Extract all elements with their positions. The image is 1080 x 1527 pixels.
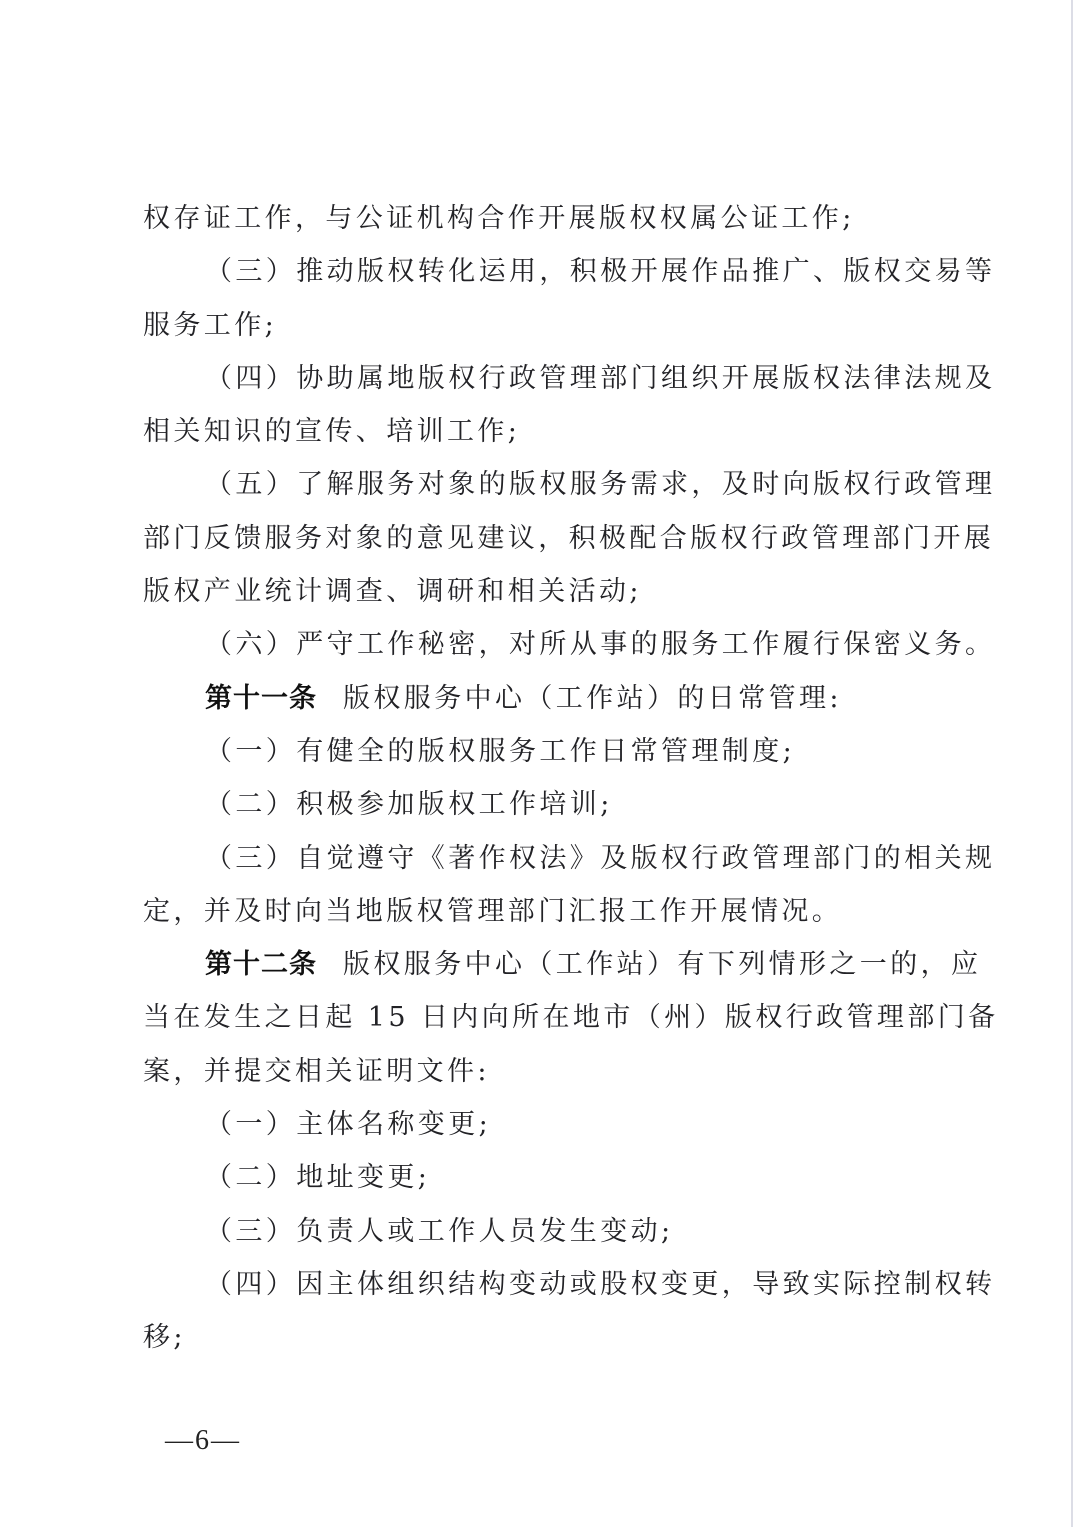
document-body (143, 192, 999, 1365)
article-12-item-3: （三）负责人或工作人员发生变动; (205, 1215, 674, 1247)
text-line: 相关知识的宣传、培训工作; (143, 416, 521, 448)
article-11-heading: 第十一条 (205, 682, 317, 714)
article-11-text: 版权服务中心（工作站）的日常管理: (343, 682, 842, 714)
text-line: 移; (143, 1322, 186, 1354)
page-number: —6— (165, 1425, 241, 1456)
article-12-heading: 第十二条 (205, 949, 317, 981)
text-line: 当在发生之日起 15 日内向所在地市（州）版权行政管理部门备 (143, 1002, 999, 1034)
article-11-item-1: （一）有健全的版权服务工作日常管理制度; (205, 735, 796, 767)
article-12-item-2: （二）地址变更; (205, 1162, 431, 1194)
text-line: 定，并及时向当地版权管理部门汇报工作开展情况。 (143, 895, 843, 927)
article-11 (143, 672, 943, 725)
article-11-item-2: （二）积极参加版权工作培训; (205, 789, 613, 821)
text-line: 版权产业统计调查、调研和相关活动; (143, 576, 642, 608)
clause-5-understand: （五）了解服务对象的版权服务需求，及时向版权行政管理 (205, 469, 996, 501)
article-12-text: 版权服务中心（工作站）有下列情形之一的，应 (343, 949, 982, 981)
page-edge-line (1071, 0, 1073, 1527)
text-line: 案，并提交相关证明文件: (143, 1055, 490, 1087)
article-12-item-4: （四）因主体组织结构变动或股权变更，导致实际控制权转 (205, 1268, 996, 1300)
clause-4-assist: （四）协助属地版权行政管理部门组织开展版权法律法规及 (205, 362, 996, 394)
clause-3-promote: （三）推动版权转化运用，积极开展作品推广、版权交易等 (205, 256, 996, 288)
clause-6-confidential: （六）严守工作秘密，对所从事的服务工作履行保密义务。 (205, 629, 996, 661)
text-line: 权存证工作，与公证机构合作开展版权权属公证工作; (143, 203, 855, 234)
article-12-item-1: （一）主体名称变更; (205, 1109, 492, 1141)
article-12 (143, 938, 982, 991)
text-line: 服务工作; (143, 309, 278, 341)
text-line: 部门反馈服务对象的意见建议，积极配合版权行政管理部门开展 (143, 522, 995, 554)
article-11-item-3: （三）自觉遵守《著作权法》及版权行政管理部门的相关规 (205, 842, 996, 874)
